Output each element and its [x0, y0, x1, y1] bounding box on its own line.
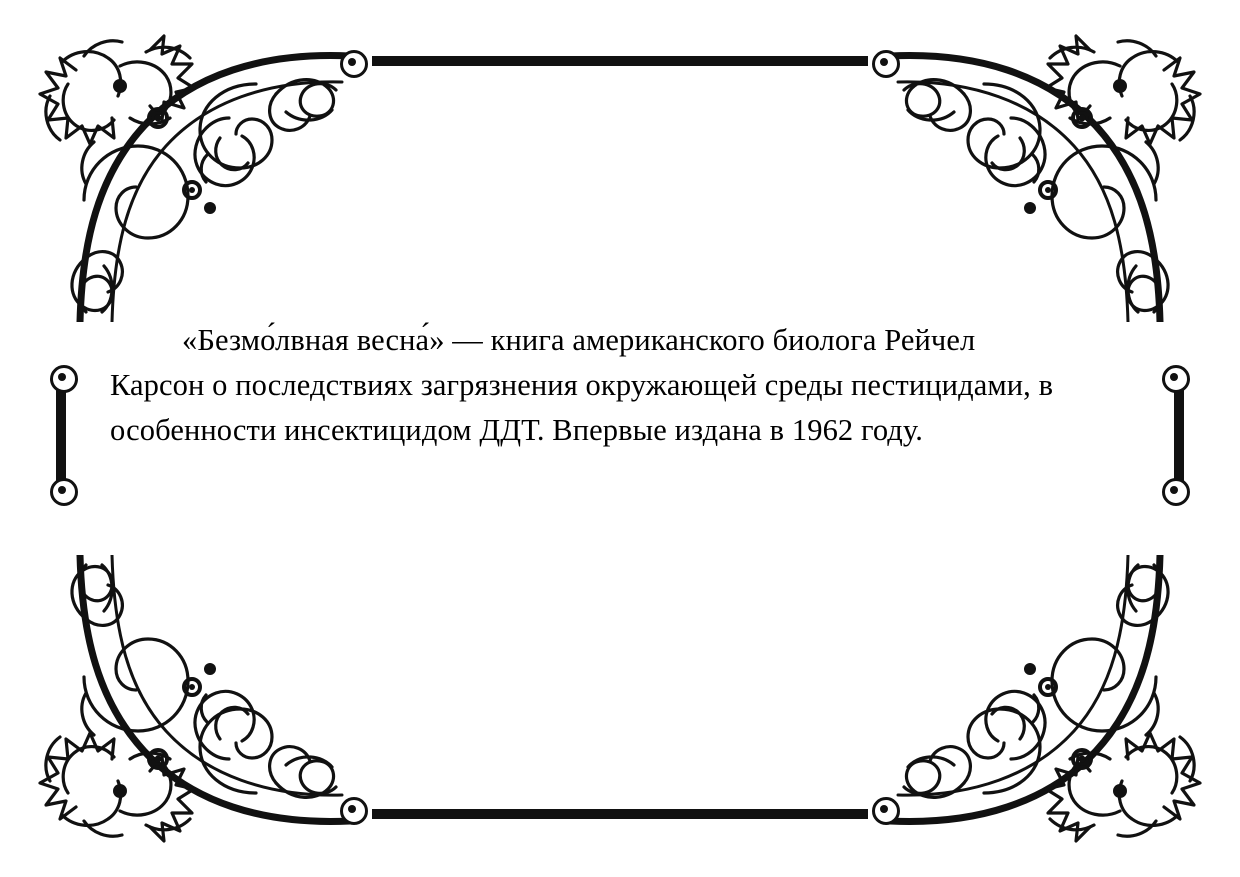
knot-dot-right-top	[1162, 365, 1190, 393]
knot-dot-top-right	[872, 50, 900, 78]
bottom-horizontal-rule	[372, 809, 868, 819]
body-paragraph: «Безмо́лвная весна́» — книга американского биолога Рейчел Карсон о последствиях загрязнения окружающей среды пестицидами, в особенности инсектицидом ДДТ. Впервые издана в 1962 году.	[110, 323, 1061, 447]
left-vertical-rule	[56, 383, 66, 488]
bottom-right-corner-ornament	[876, 555, 1216, 855]
top-horizontal-rule	[372, 56, 868, 66]
top-left-corner-ornament	[24, 22, 364, 322]
knot-dot-left-bottom	[50, 478, 78, 506]
text-block	[110, 318, 1070, 453]
right-vertical-rule	[1174, 383, 1184, 488]
knot-dot-right-bottom	[1162, 478, 1190, 506]
knot-dot-left-top	[50, 365, 78, 393]
bottom-left-corner-ornament	[24, 555, 364, 855]
knot-dot-bottom-left	[340, 797, 368, 825]
knot-dot-top-left	[340, 50, 368, 78]
top-right-corner-ornament	[876, 22, 1216, 322]
knot-dot-bottom-right	[872, 797, 900, 825]
